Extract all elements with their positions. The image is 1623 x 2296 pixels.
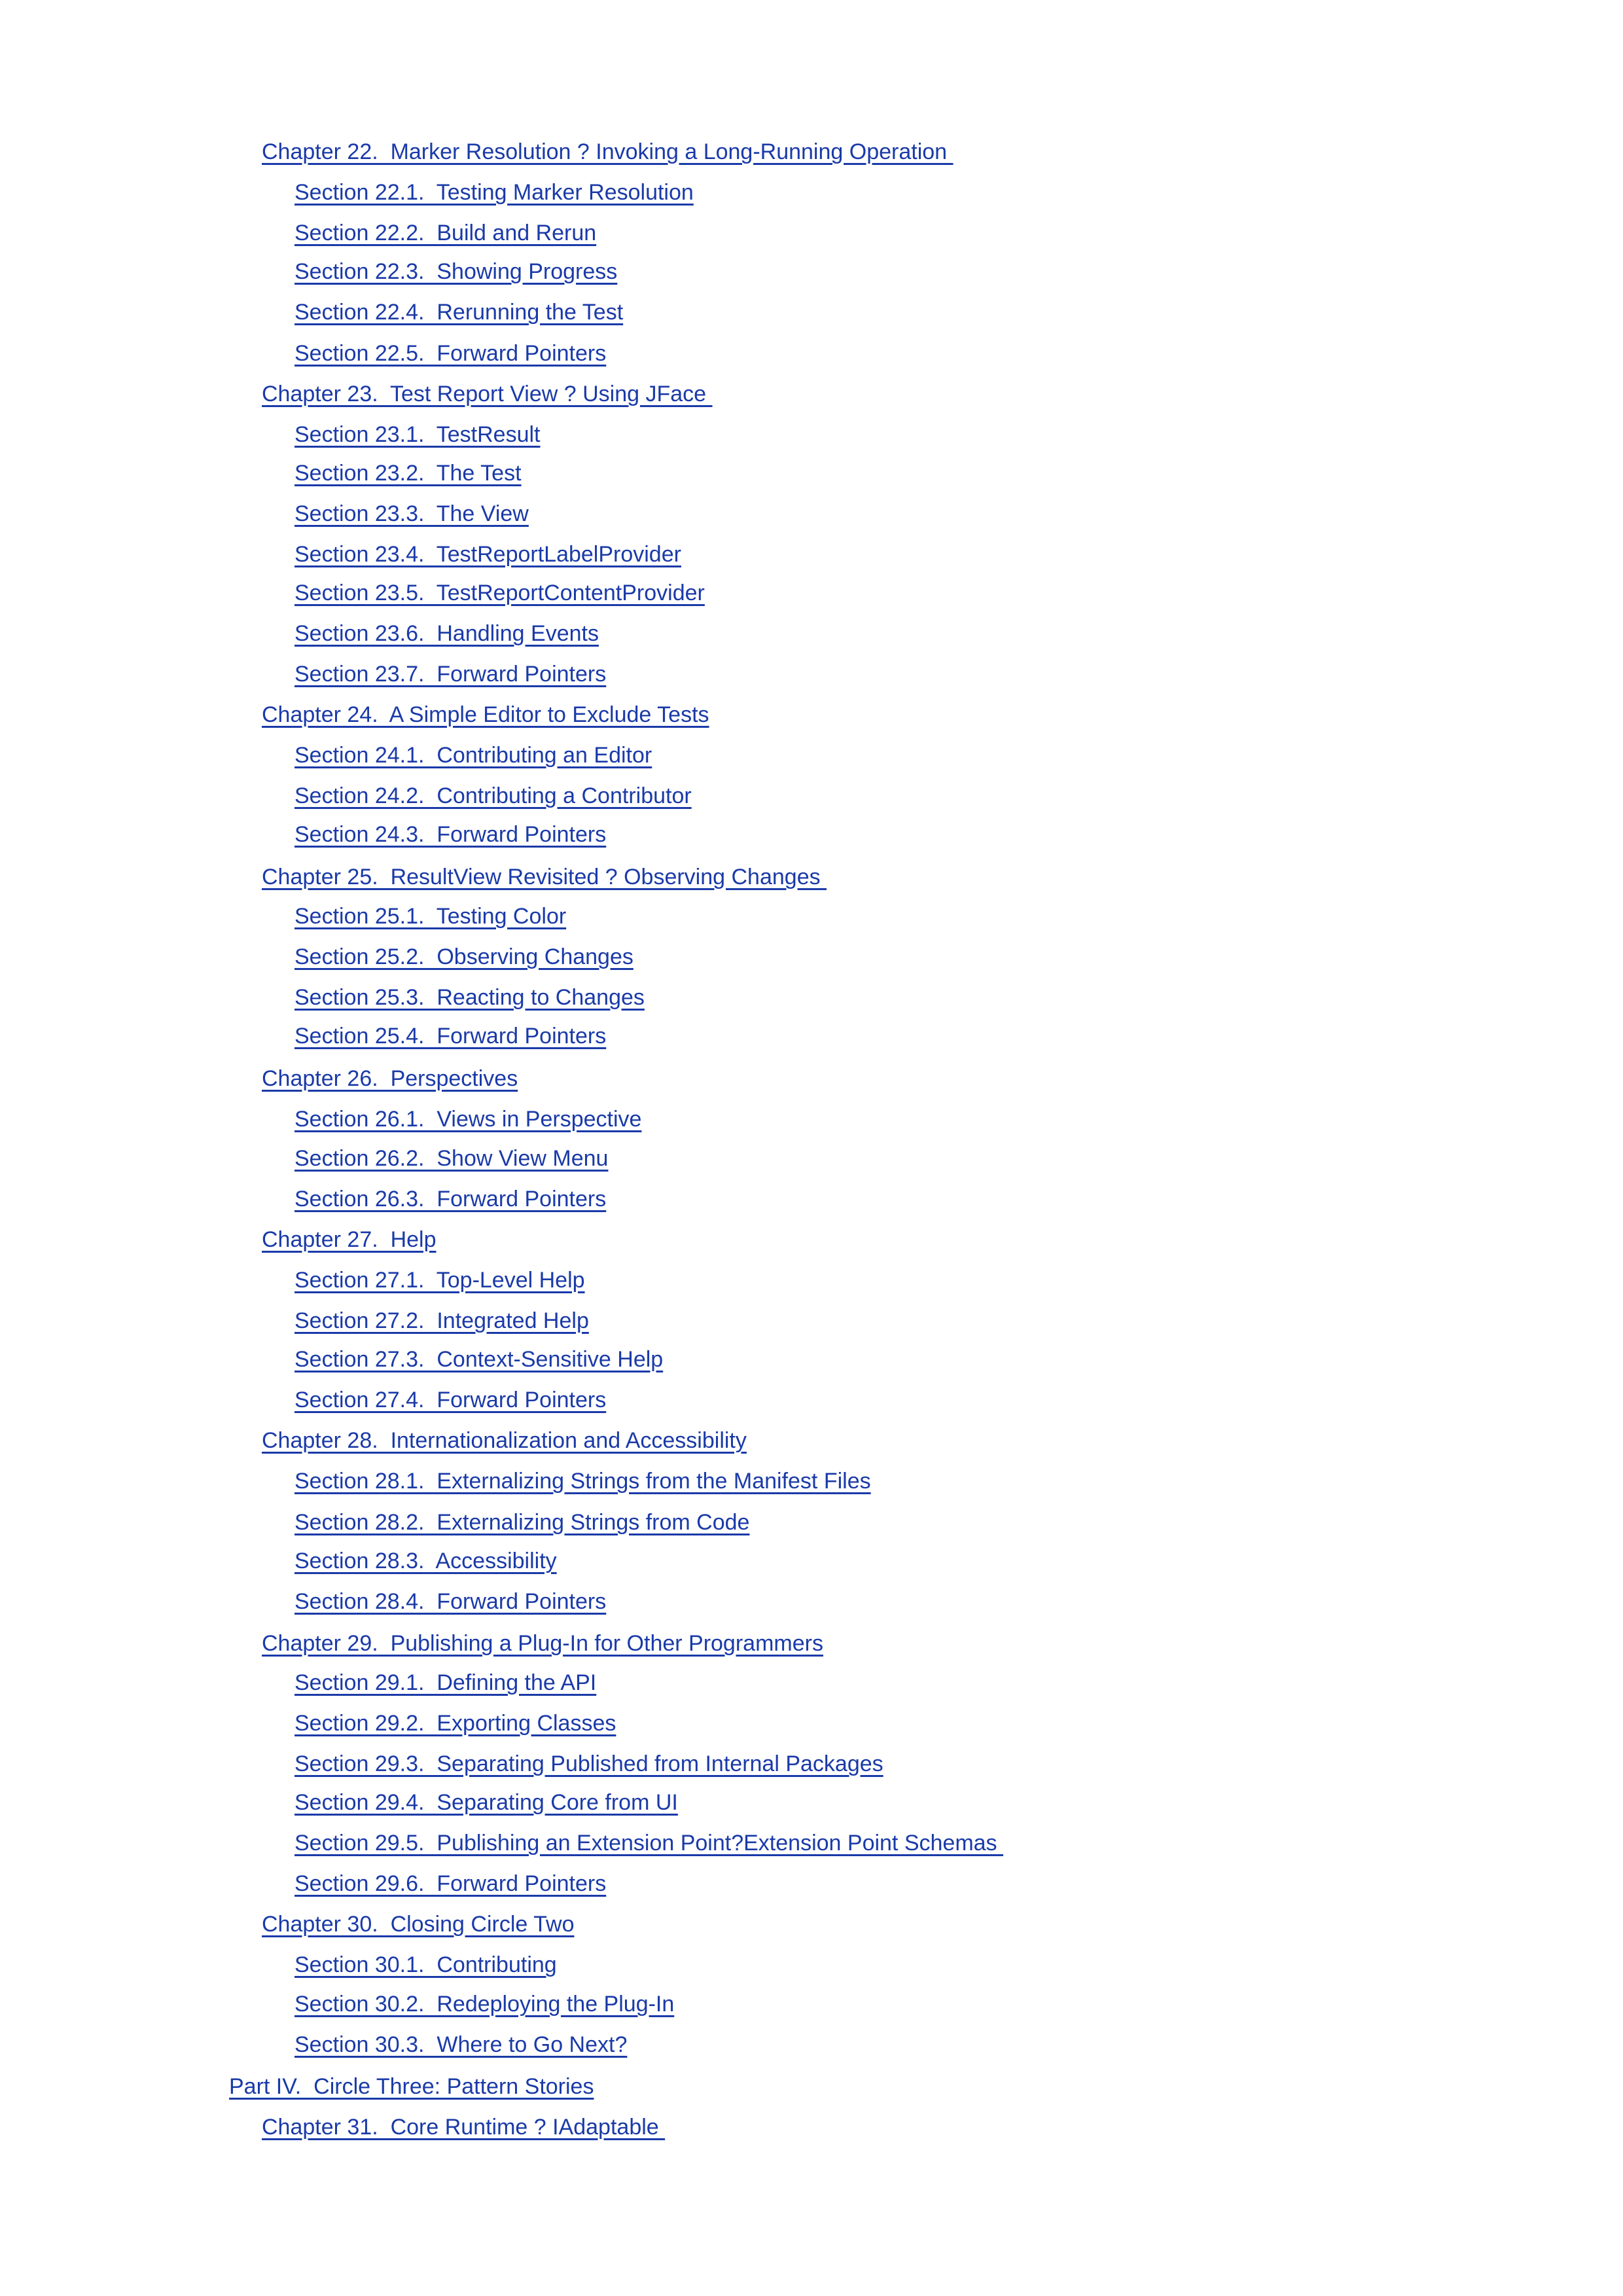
toc-link-section-23-3[interactable]: Section 23.3. The View [294,501,529,526]
toc-link-chapter-27[interactable]: Chapter 27. Help [262,1227,437,1252]
toc-link-section-28-2[interactable]: Section 28.2. Externalizing Strings from Code [294,1510,750,1535]
toc-link-chapter-23[interactable]: Chapter 23. Test Report View ? Using JFace [262,382,713,406]
toc-link-section-23-6[interactable]: Section 23.6. Handling Events [294,621,599,646]
toc-link-section-24-1[interactable]: Section 24.1. Contributing an Editor [294,743,652,768]
toc-link-section-24-2[interactable]: Section 24.2. Contributing a Contributor [294,783,692,808]
toc-link-section-30-2[interactable]: Section 30.2. Redeploying the Plug-In [294,1992,675,2017]
toc-link-section-29-5[interactable]: Section 29.5. Publishing an Extension Point?Extension Point Schemas [294,1831,1004,1856]
toc-link-section-22-4[interactable]: Section 22.4. Rerunning the Test [294,300,624,325]
toc-link-section-30-3[interactable]: Section 30.3. Where to Go Next? [294,2032,628,2057]
toc-link-section-22-5[interactable]: Section 22.5. Forward Pointers [294,341,607,366]
toc-link-chapter-29[interactable]: Chapter 29. Publishing a Plug-In for Other Programmers [262,1631,823,1656]
toc-link-section-23-7[interactable]: Section 23.7. Forward Pointers [294,662,607,687]
toc-link-section-29-2[interactable]: Section 29.2. Exporting Classes [294,1711,616,1736]
toc-link-section-27-2[interactable]: Section 27.2. Integrated Help [294,1308,589,1333]
toc-link-section-28-1[interactable]: Section 28.1. Externalizing Strings from the Manifest Files [294,1469,871,1494]
toc-link-section-23-1[interactable]: Section 23.1. TestResult [294,422,541,447]
toc-link-section-26-3[interactable]: Section 26.3. Forward Pointers [294,1187,607,1211]
toc-link-section-27-4[interactable]: Section 27.4. Forward Pointers [294,1388,607,1412]
toc-link-section-30-1[interactable]: Section 30.1. Contributing [294,1952,557,1977]
toc-link-chapter-28[interactable]: Chapter 28. Internationalization and Accessibility [262,1428,747,1453]
toc-link-section-26-2[interactable]: Section 26.2. Show View Menu [294,1146,609,1171]
toc-link-section-23-2[interactable]: Section 23.2. The Test [294,461,522,486]
toc-link-section-25-2[interactable]: Section 25.2. Observing Changes [294,944,633,969]
toc-link-section-22-2[interactable]: Section 22.2. Build and Rerun [294,221,597,245]
toc-link-section-25-1[interactable]: Section 25.1. Testing Color [294,904,567,929]
toc-link-section-22-3[interactable]: Section 22.3. Showing Progress [294,259,618,284]
toc-link-section-29-1[interactable]: Section 29.1. Defining the API [294,1670,597,1695]
toc-link-section-29-4[interactable]: Section 29.4. Separating Core from UI [294,1790,678,1815]
toc-link-chapter-24[interactable]: Chapter 24. A Simple Editor to Exclude Tests [262,702,709,727]
toc-link-section-23-5[interactable]: Section 23.5. TestReportContentProvider [294,581,705,605]
toc-link-section-24-3[interactable]: Section 24.3. Forward Pointers [294,822,607,847]
toc-link-chapter-25[interactable]: Chapter 25. ResultView Revisited ? Observing Changes [262,865,827,889]
toc-link-section-25-3[interactable]: Section 25.3. Reacting to Changes [294,985,645,1010]
toc-link-chapter-26[interactable]: Chapter 26. Perspectives [262,1066,518,1091]
toc-link-chapter-31[interactable]: Chapter 31. Core Runtime ? IAdaptable [262,2115,666,2140]
toc-link-section-27-1[interactable]: Section 27.1. Top-Level Help [294,1268,585,1293]
toc-link-section-29-6[interactable]: Section 29.6. Forward Pointers [294,1871,607,1896]
toc-link-section-26-1[interactable]: Section 26.1. Views in Perspective [294,1107,642,1132]
toc-link-section-27-3[interactable]: Section 27.3. Context-Sensitive Help [294,1347,664,1372]
toc-link-section-22-1[interactable]: Section 22.1. Testing Marker Resolution [294,180,694,205]
toc-link-part-4[interactable]: Part IV. Circle Three: Pattern Stories [229,2074,594,2099]
toc-link-section-28-4[interactable]: Section 28.4. Forward Pointers [294,1589,607,1614]
toc-link-section-28-3[interactable]: Section 28.3. Accessibility [294,1549,557,1573]
toc-link-section-25-4[interactable]: Section 25.4. Forward Pointers [294,1024,607,1049]
toc-link-section-23-4[interactable]: Section 23.4. TestReportLabelProvider [294,542,681,567]
toc-link-chapter-22[interactable]: Chapter 22. Marker Resolution ? Invoking a Long-Running Operation [262,139,954,164]
toc-link-section-29-3[interactable]: Section 29.3. Separating Published from Internal Packages [294,1751,883,1776]
toc-link-chapter-30[interactable]: Chapter 30. Closing Circle Two [262,1912,575,1937]
